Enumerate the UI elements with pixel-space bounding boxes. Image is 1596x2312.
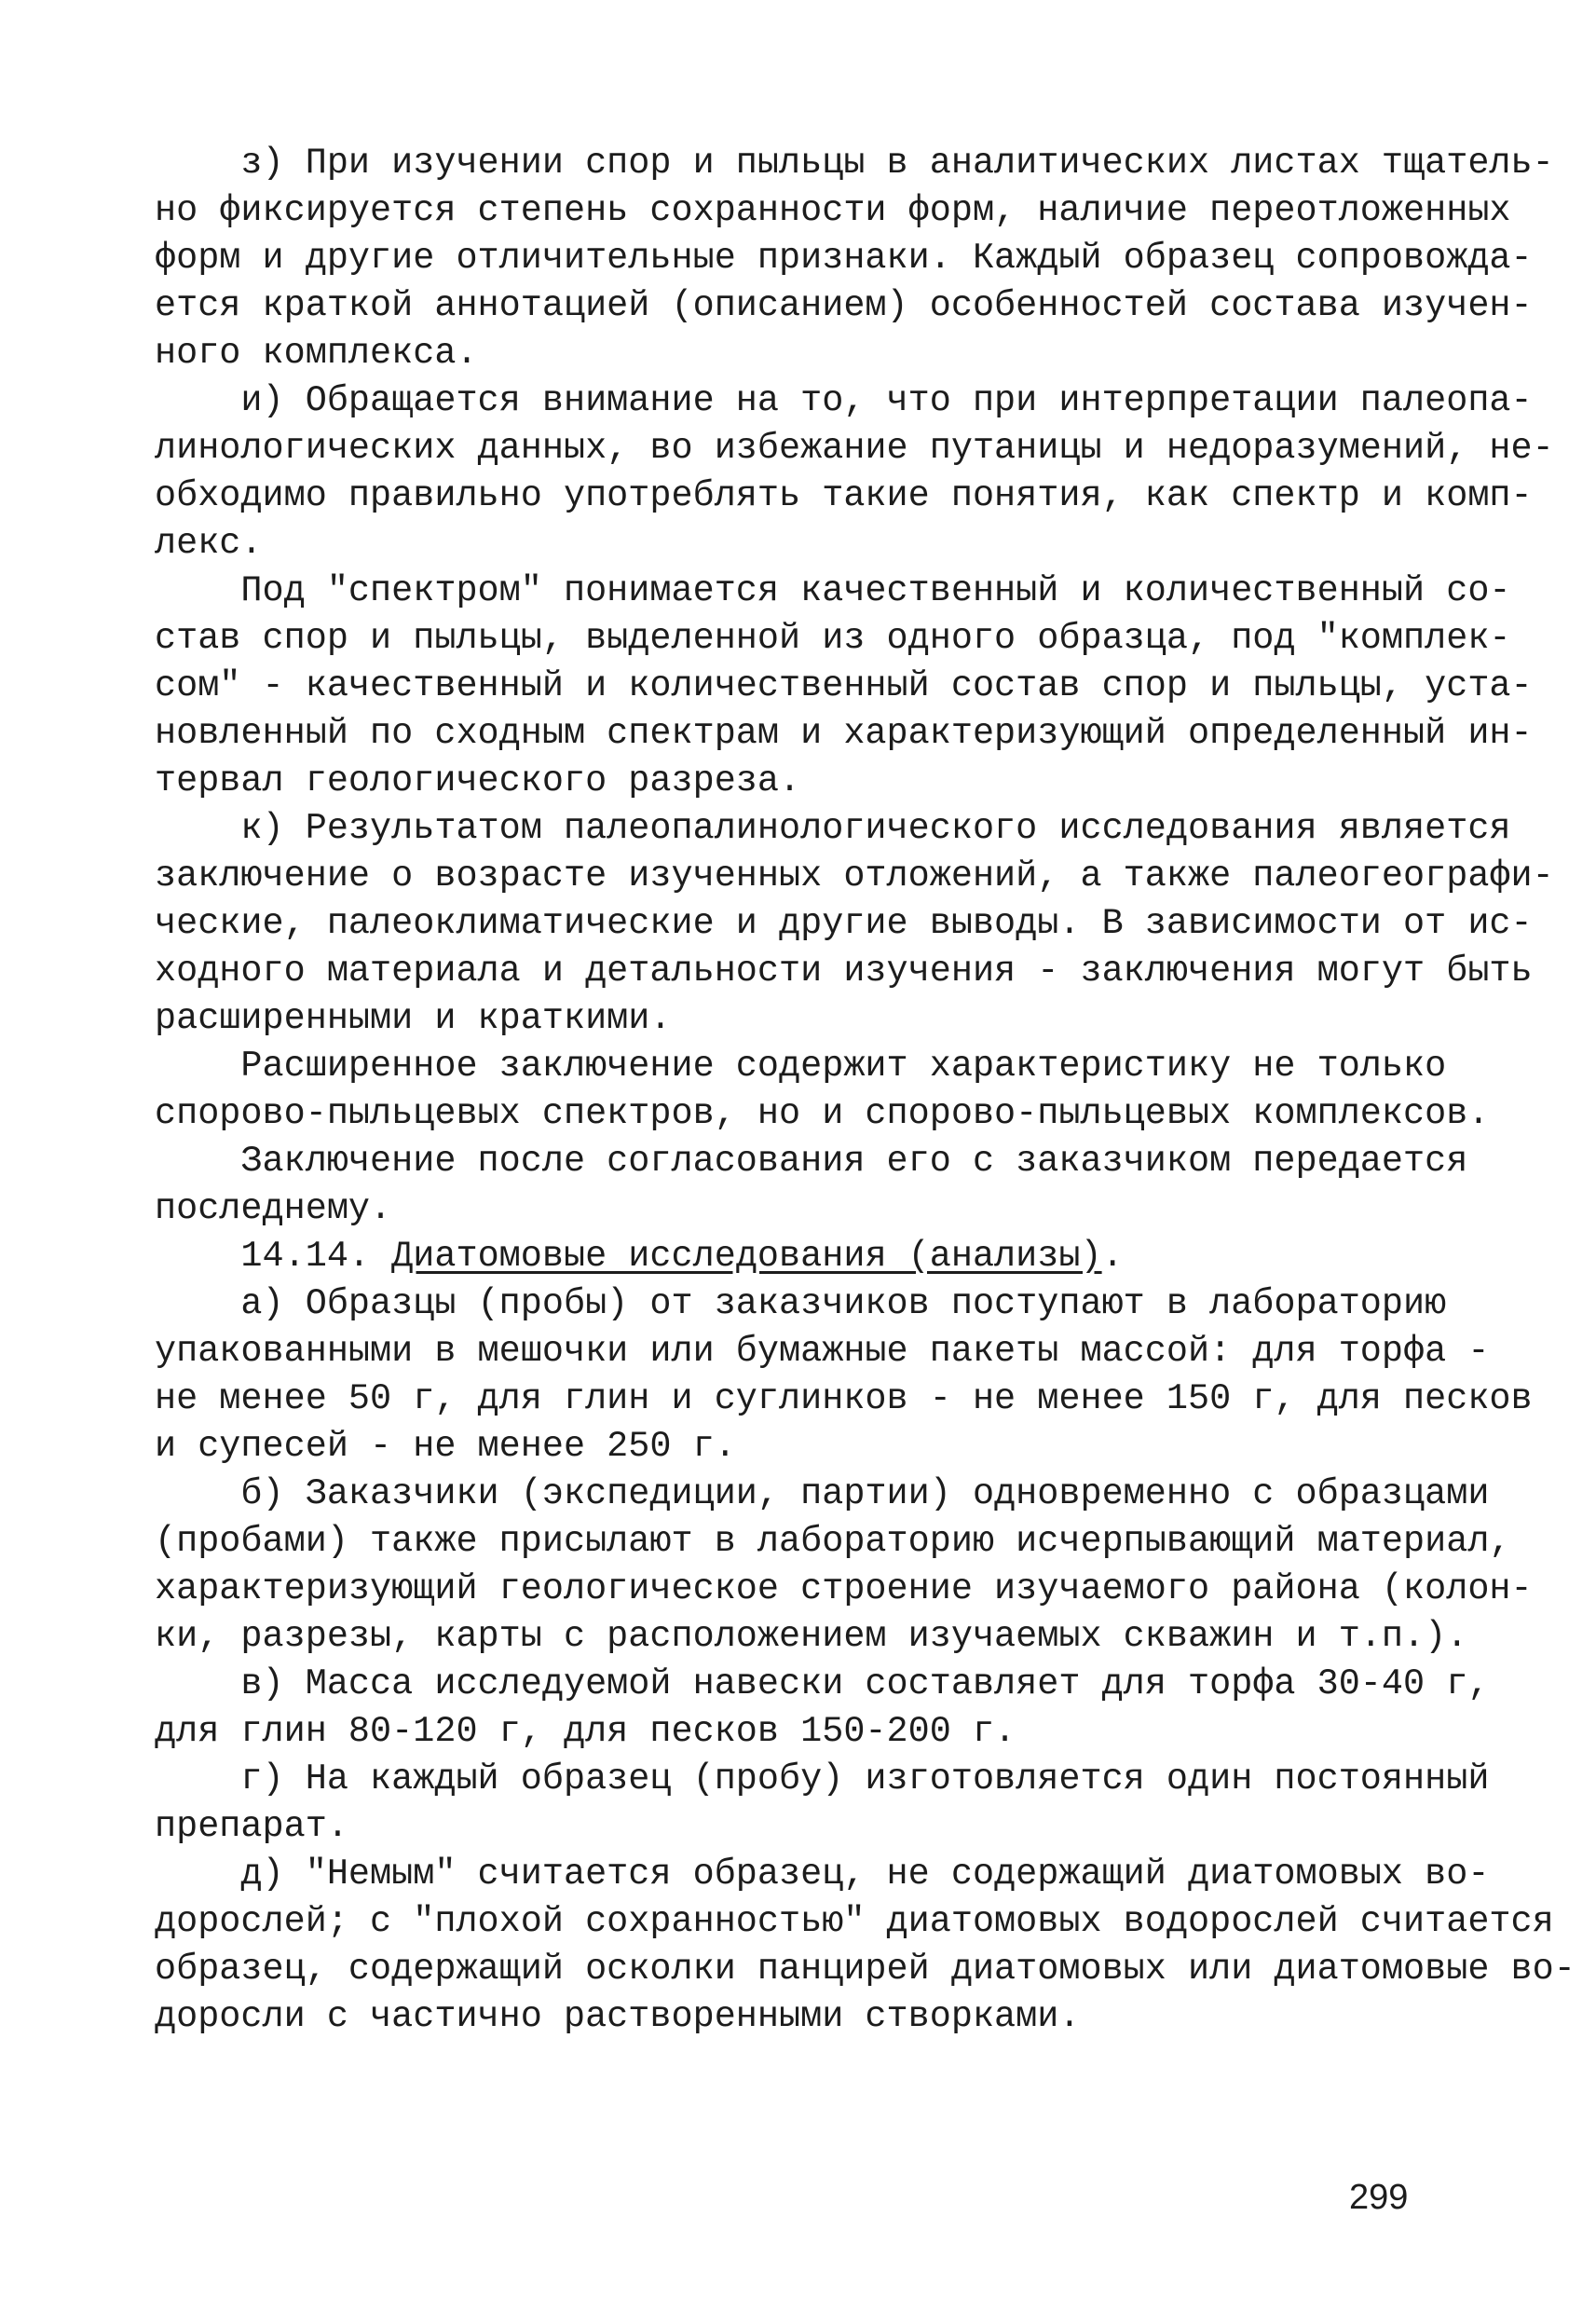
text-line: Расширенное заключение содержит характеристику не только	[155, 1046, 1447, 1087]
text-line: последнему.	[155, 1188, 392, 1229]
section-heading	[155, 1233, 1440, 1280]
text-line: не менее 50 г, для глин и суглинков - не менее 150 г, для песков	[155, 1378, 1533, 1419]
text-line: сом" - качественный и количественный состав спор и пыльцы, уста-	[155, 665, 1533, 706]
text-line: линологических данных, во избежание путаницы и недоразумений, не-	[155, 428, 1554, 469]
text-line: заключение о возрасте изученных отложений, а также палеогеографи-	[155, 855, 1554, 896]
text-line: но фиксируется степень сохранности форм, наличие переотложенных	[155, 190, 1511, 231]
text-line: препарат.	[155, 1806, 348, 1847]
text-line: Под "спектром" понимается качественный и количественный со-	[155, 570, 1511, 611]
text-line: обходимо правильно употреблять такие понятия, как спектр и комп-	[155, 475, 1533, 516]
section-heading-number: 14.14.	[155, 1236, 392, 1277]
text-line: дорослей; с "плохой сохранностью" диатомовых водорослей считается	[155, 1901, 1554, 1942]
text-line: г) На каждый образец (пробу) изготовляется один постоянный	[155, 1758, 1490, 1799]
text-line: форм и другие отличительные признаки. Каждый образец сопровожда-	[155, 238, 1533, 279]
section-heading-title: Диатомовые исследования (анализы)	[391, 1236, 1102, 1277]
text-line: ческие, палеоклиматические и другие выводы. В зависимости от ис-	[155, 903, 1533, 944]
text-line: а) Образцы (пробы) от заказчиков поступают в лабораторию	[155, 1283, 1447, 1324]
text-line: Заключение после согласования его с заказчиком передается	[155, 1141, 1468, 1182]
text-line: ки, разрезы, карты с расположением изучаемых скважин и т.п.).	[155, 1616, 1468, 1657]
text-line: спорово-пыльцевых спектров, но и спорово-пыльцевых комплексов.	[155, 1093, 1490, 1134]
text-line: ется краткой аннотацией (описанием) особенностей состава изучен-	[155, 285, 1533, 326]
text-line: и супесей - не менее 250 г.	[155, 1426, 736, 1467]
section-heading-period: .	[1101, 1236, 1124, 1277]
text-line: новленный по сходным спектрам и характеризующий определенный ин-	[155, 713, 1533, 754]
text-line: к) Результатом палеопалинологического исследования является	[155, 808, 1511, 849]
text-line: характеризующий геологическое строение изучаемого района (колон-	[155, 1568, 1533, 1609]
body-text	[155, 140, 1576, 2041]
text-line: упакованными в мешочки или бумажные пакеты массой: для торфа -	[155, 1331, 1490, 1372]
text-line: став спор и пыльцы, выделенной из одного образца, под "комплек-	[155, 618, 1511, 659]
text-line: з) При изучении спор и пыльцы в аналитических листах тщатель-	[155, 143, 1554, 184]
text-line: д) "Немым" считается образец, не содержащий диатомовых во-	[155, 1854, 1490, 1895]
text-line: (пробами) также присылают в лабораторию исчерпывающий материал,	[155, 1521, 1511, 1562]
text-line: б) Заказчики (экспедиции, партии) одновременно с образцами	[155, 1473, 1490, 1514]
text-line: и) Обращается внимание на то, что при интерпретации палеопа-	[155, 380, 1533, 421]
text-line: в) Масса исследуемой навески составляет для торфа 30-40 г,	[155, 1663, 1490, 1704]
text-line: расширенными и краткими.	[155, 998, 672, 1039]
text-line: тервал геологического разреза.	[155, 760, 801, 801]
text-line: доросли с частично растворенными створками.	[155, 1996, 1081, 2037]
text-line: образец, содержащий осколки панцирей диатомовых или диатомовые во-	[155, 1949, 1576, 1990]
page-number: 299	[1349, 2178, 1409, 2217]
text-line: ходного материала и детальности изучения - заключения могут быть	[155, 951, 1533, 992]
text-line: ного комплекса.	[155, 333, 478, 374]
text-line: лекс.	[155, 523, 263, 564]
text-line: для глин 80-120 г, для песков 150-200 г.	[155, 1711, 1016, 1752]
